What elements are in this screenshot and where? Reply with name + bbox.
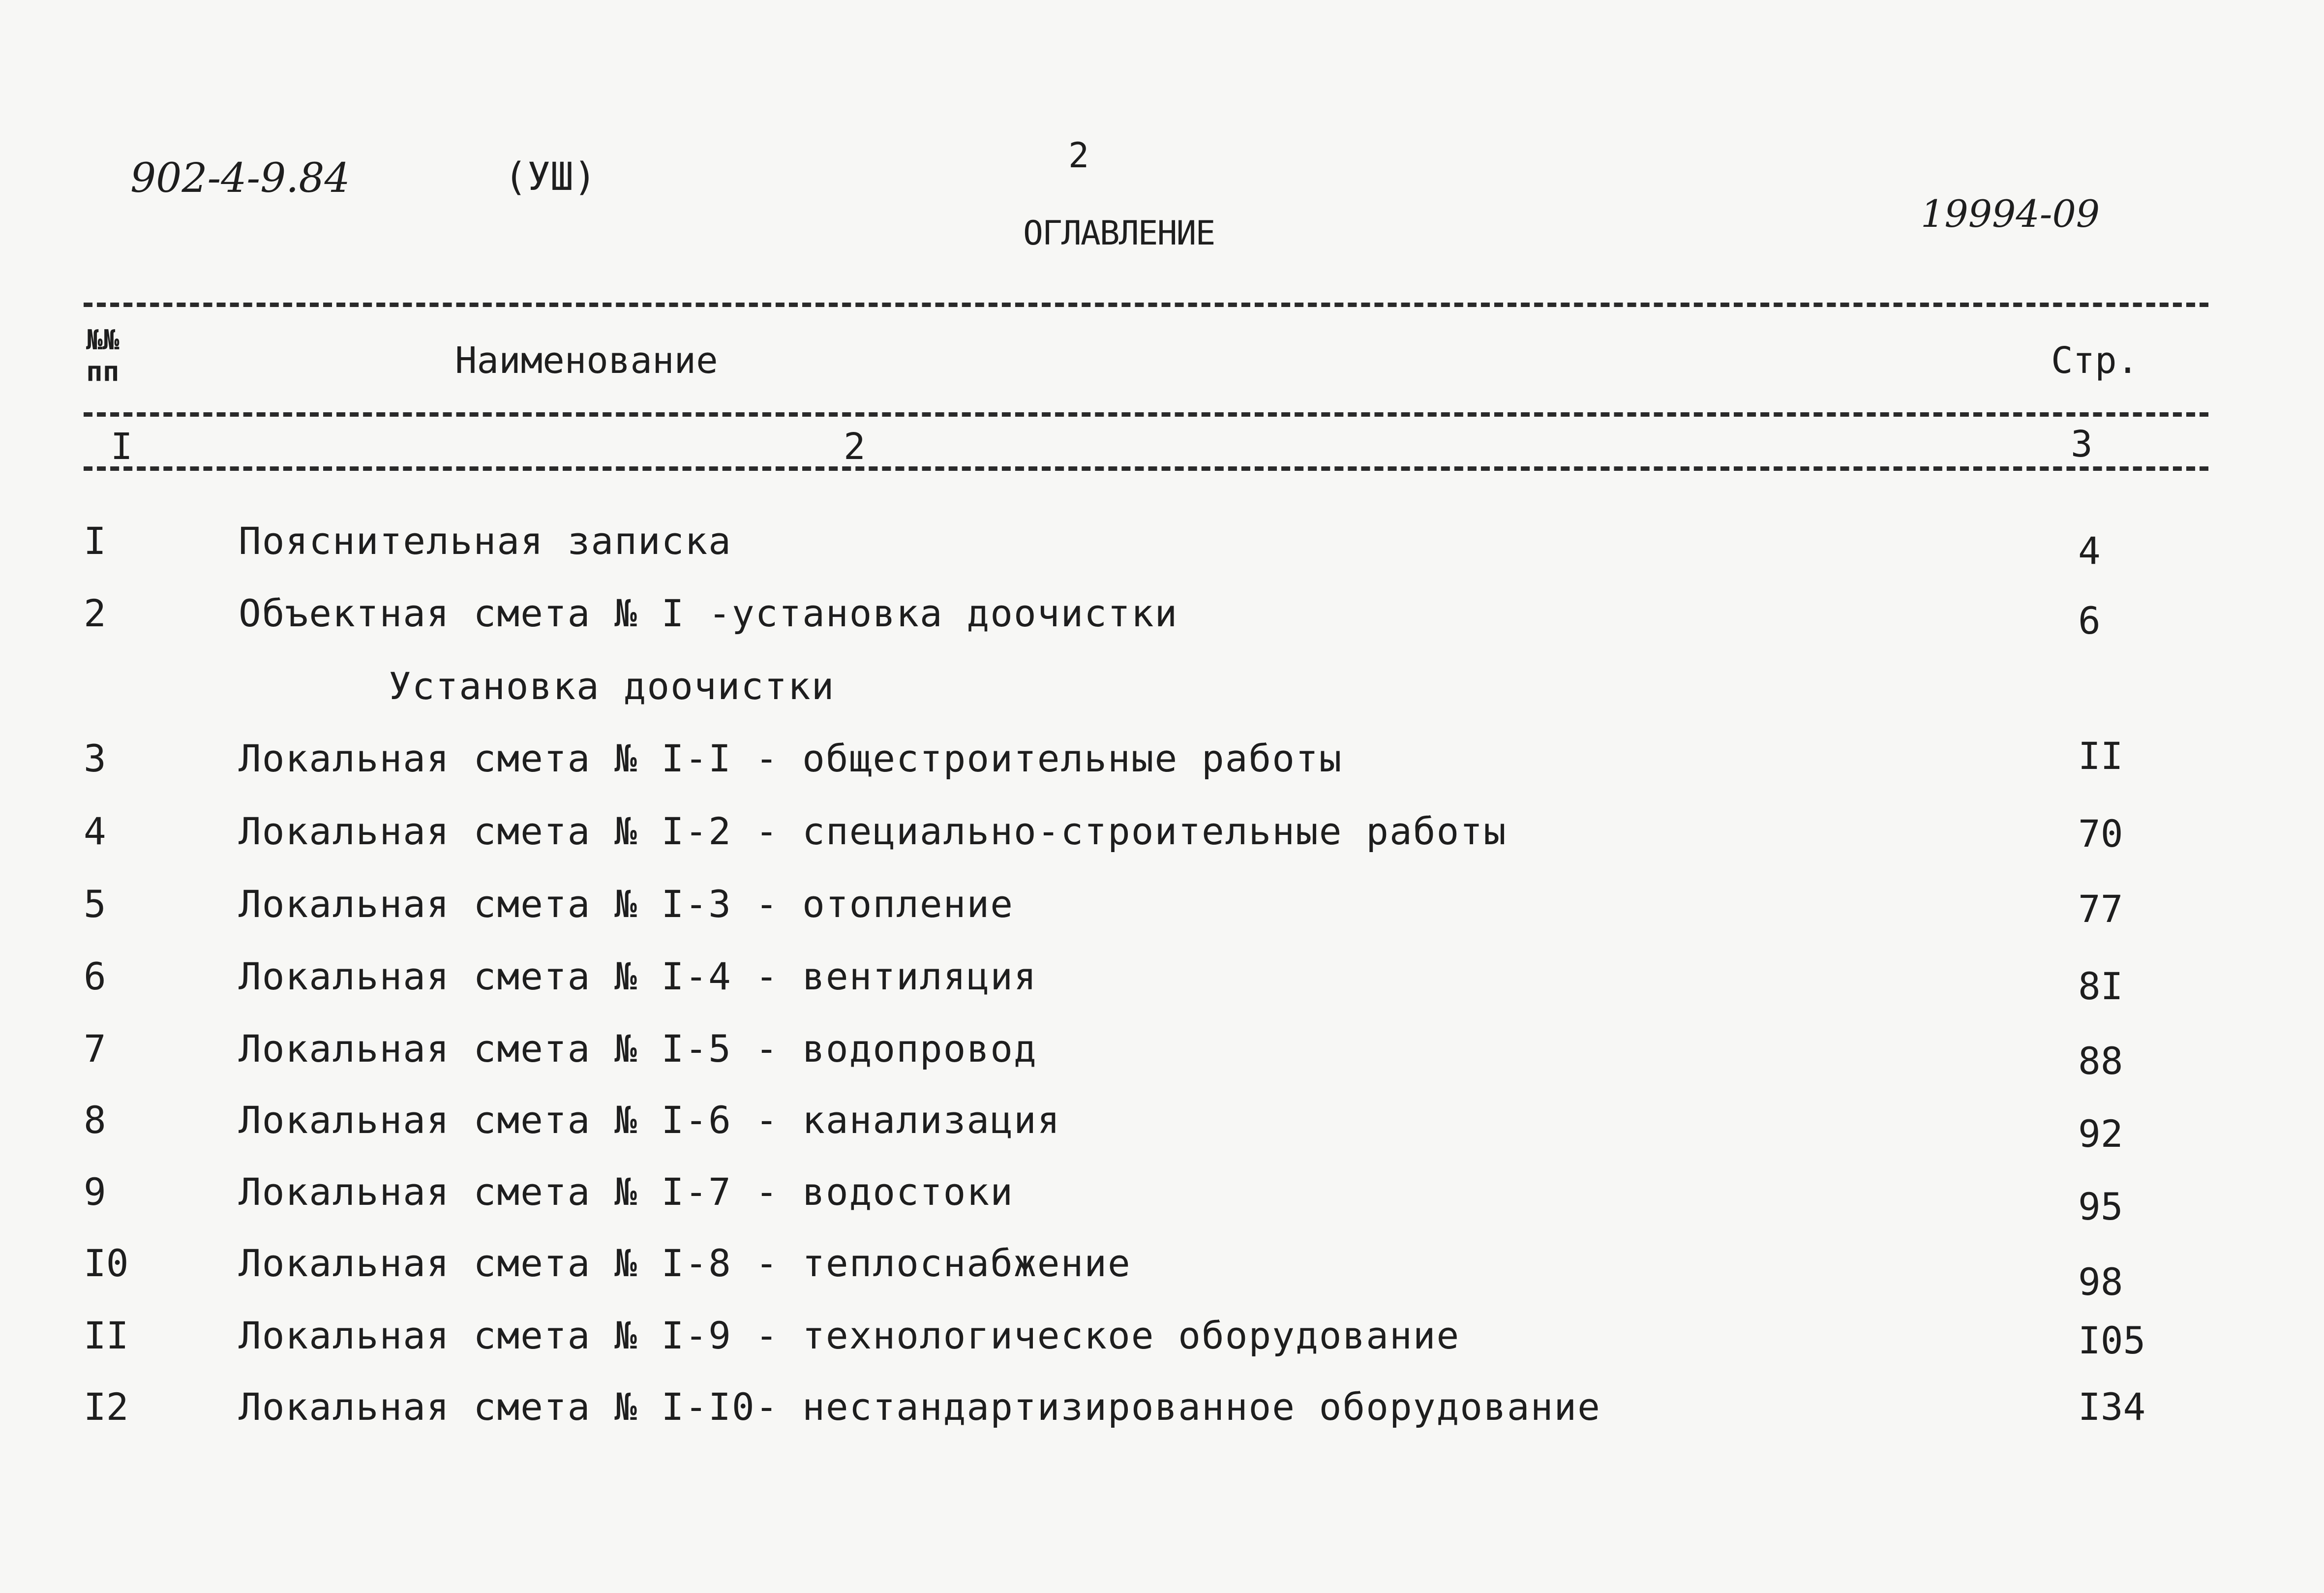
table-row: [0, 736, 2324, 791]
row-page: 88: [2078, 1039, 2123, 1083]
row-page: 95: [2078, 1185, 2123, 1228]
row-title: Локальная смета № I-I - общестроительные работы: [239, 736, 1343, 780]
row-title: Пояснительная записка: [239, 519, 732, 563]
row-page: 98: [2078, 1260, 2123, 1304]
table-row: [0, 1027, 2324, 1081]
row-page: I34: [2078, 1385, 2146, 1429]
row-title: Локальная смета № I-6 - канализация: [239, 1098, 1061, 1142]
row-number: 9: [84, 1170, 106, 1214]
row-page: 4: [2078, 529, 2101, 573]
table-row: [0, 664, 2324, 718]
row-title: Объектная смета № I -установка доочистки: [239, 591, 1178, 635]
row-number: 6: [84, 954, 106, 998]
table-top-rule: [84, 303, 2208, 307]
row-page: I05: [2078, 1318, 2146, 1362]
column-index-number: I: [111, 426, 133, 468]
row-number: II: [84, 1314, 129, 1357]
row-number: 5: [84, 882, 106, 926]
header-bottom-rule: [84, 466, 2208, 471]
row-page: 70: [2078, 812, 2123, 856]
row-number: 4: [84, 809, 106, 853]
table-row: [0, 1098, 2324, 1156]
row-title: Локальная смета № I-8 - теплоснабжение: [239, 1241, 1131, 1285]
row-page: II: [2078, 734, 2123, 778]
row-number: I2: [84, 1385, 129, 1429]
page-title: ОГЛАВЛЕНИЕ: [1023, 214, 1215, 253]
row-number: 2: [84, 591, 106, 635]
table-row: [0, 519, 2324, 573]
table-row: [0, 591, 2324, 645]
row-page: 77: [2078, 887, 2123, 931]
row-title: Установка доочистки: [389, 664, 835, 708]
column-header-page: Стр.: [2051, 339, 2139, 382]
row-number: I: [84, 519, 106, 563]
row-title: Локальная смета № I-2 - специально-строительные работы: [239, 809, 1507, 853]
document-code: 902-4-9.84: [130, 155, 350, 202]
row-title: Локальная смета № I-3 - отопление: [239, 882, 1014, 926]
row-title: Локальная смета № I-7 - водостоки: [239, 1170, 1014, 1214]
table-row: [0, 954, 2324, 1009]
row-page: 6: [2078, 599, 2101, 643]
archive-number: 19994-09: [1921, 192, 2100, 236]
table-row: [0, 882, 2324, 936]
column-header-name: Наименование: [455, 339, 718, 382]
row-number: 8: [84, 1098, 106, 1142]
row-number: I0: [84, 1241, 129, 1285]
table-row: [0, 1170, 2324, 1228]
row-title: Локальная смета № I-I0- нестандартизированное оборудование: [239, 1385, 1601, 1429]
row-title: Локальная смета № I-4 - вентиляция: [239, 954, 1037, 998]
table-row: [0, 1385, 2324, 1439]
row-page: 8I: [2078, 964, 2123, 1008]
table-row: [0, 809, 2324, 863]
column-index-name: 2: [844, 426, 866, 468]
row-number: 7: [84, 1027, 106, 1071]
table-row: [0, 1314, 2324, 1368]
volume-label: (УШ): [504, 155, 597, 199]
row-page: 92: [2078, 1112, 2123, 1156]
header-divider-rule: [84, 412, 2208, 417]
row-number: 3: [84, 736, 106, 780]
page-number: 2: [1068, 135, 1089, 176]
table-row: [0, 1241, 2324, 1304]
row-title: Локальная смета № I-9 - технологическое оборудование: [239, 1314, 1460, 1357]
column-header-number: №№ пп: [86, 324, 120, 388]
row-title: Локальная смета № I-5 - водопровод: [239, 1027, 1037, 1071]
column-index-page: 3: [2071, 423, 2093, 465]
